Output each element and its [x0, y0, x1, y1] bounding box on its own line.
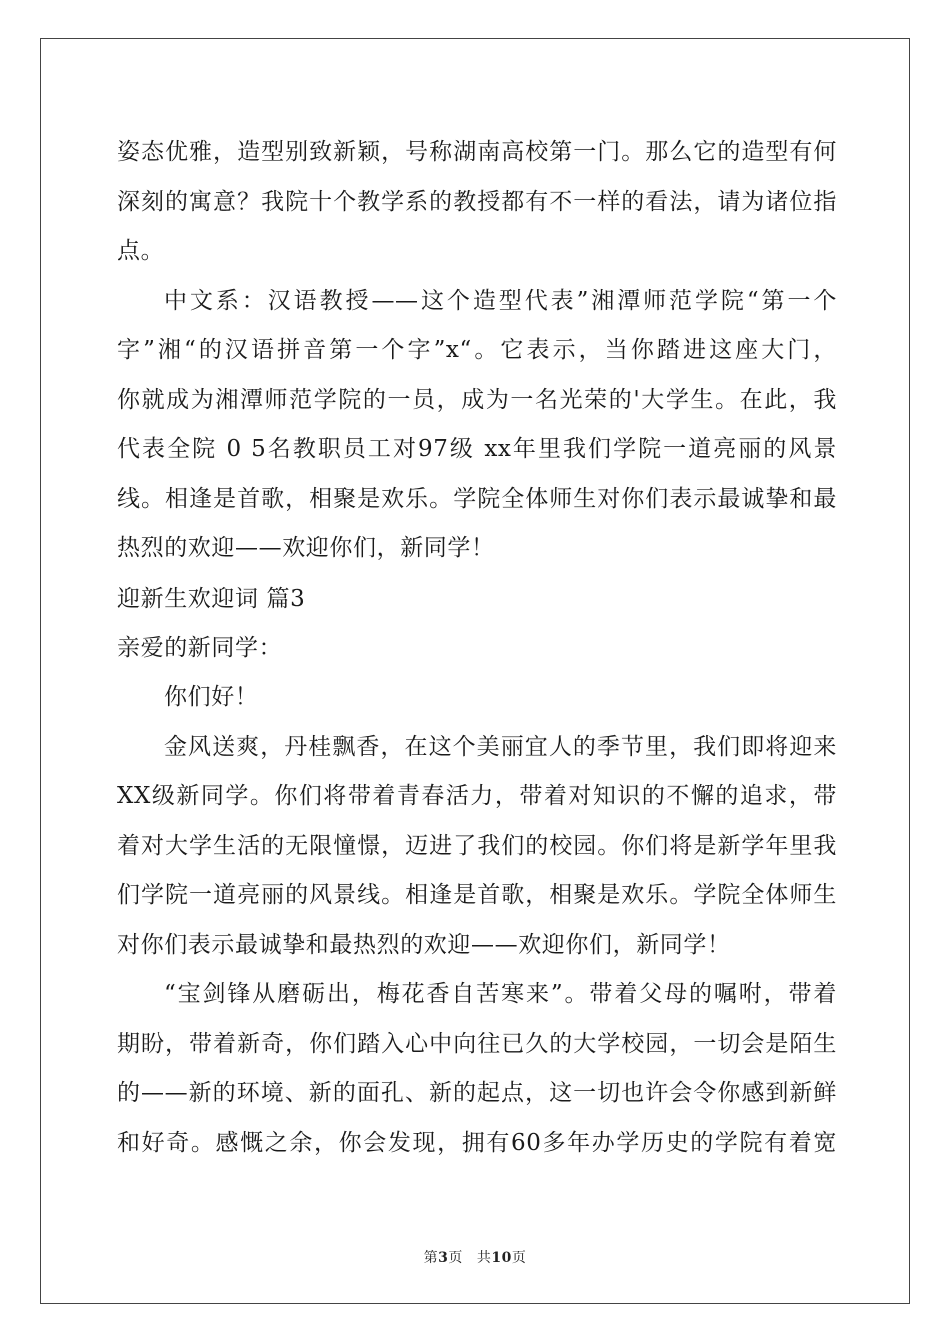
paragraph-line: 和好奇。感慨之余，你会发现，拥有60多年办学历史的学院有着宽	[117, 1129, 837, 1156]
paragraph-line: 的——新的环境、新的面孔、新的起点，这一切也许会令你感到新鲜	[117, 1080, 837, 1106]
paragraph-line: 热烈的欢迎——欢迎你们，新同学！	[117, 535, 495, 561]
page-footer	[0, 1247, 950, 1267]
paragraph-line: 金风送爽，丹桂飘香，在这个美丽宜人的季节里，我们即将迎来	[164, 733, 837, 760]
paragraph-line: 们学院一道亮丽的风景线。相逢是首歌，相聚是欢乐。学院全体师生	[117, 882, 837, 908]
paragraph-line: 对你们表示最诚挚和最热烈的欢迎——欢迎你们，新同学！	[117, 931, 731, 958]
paragraph-line: 深刻的寓意？我院十个教学系的教授都有不一样的看法，请为诸位指	[117, 188, 837, 215]
total-pages: 10	[491, 1250, 512, 1266]
paragraph-line: “宝剑锋从磨砺出，梅花香自苦寒来”。带着父母的嘱咐，带着	[164, 981, 837, 1007]
paragraph-line: 姿态优雅，造型别致新颖，号称湖南高校第一门。那么它的造型有何	[117, 139, 837, 165]
page-number: 3	[438, 1250, 449, 1266]
paragraph-line: XX级新同学。你们将带着青春活力，带着对知识的不懈的追求，带	[117, 783, 837, 809]
paragraph-line: 你就成为湘潭师范学院的一员，成为一名光荣的'大学生。在此，我	[117, 386, 837, 413]
page-prefix: 第	[423, 1250, 439, 1266]
page-suffix: 页	[448, 1250, 463, 1266]
paragraph-line: 着对大学生活的无限憧憬，迈进了我们的校园。你们将是新学年里我	[117, 832, 837, 859]
section-heading: 迎新生欢迎词 篇3	[117, 585, 306, 612]
total-suffix: 页	[511, 1250, 527, 1266]
salutation: 亲爱的新同学：	[117, 634, 283, 661]
paragraph-line: 期盼，带着新奇，你们踏入心中向往已久的大学校园，一切会是陌生	[117, 1030, 837, 1057]
paragraph-line: 字”湘“的汉语拼音第一个字”x“。它表示，当你踏进这座大门，	[117, 337, 837, 363]
paragraph-line: 线。相逢是首歌，相聚是欢乐。学院全体师生对你们表示最诚挚和最	[117, 485, 837, 512]
paragraph-line: 中文系：汉语教授——这个造型代表”湘潭师范学院“第一个	[164, 287, 837, 314]
document-body	[117, 128, 837, 1168]
paragraph-line: 点。	[117, 238, 165, 264]
total-prefix: 共	[476, 1250, 492, 1266]
paragraph-line: 代表全院 0 5名教职员工对97级 xx年里我们学院一道亮丽的风景	[117, 436, 837, 462]
greeting: 你们好！	[164, 684, 259, 710]
